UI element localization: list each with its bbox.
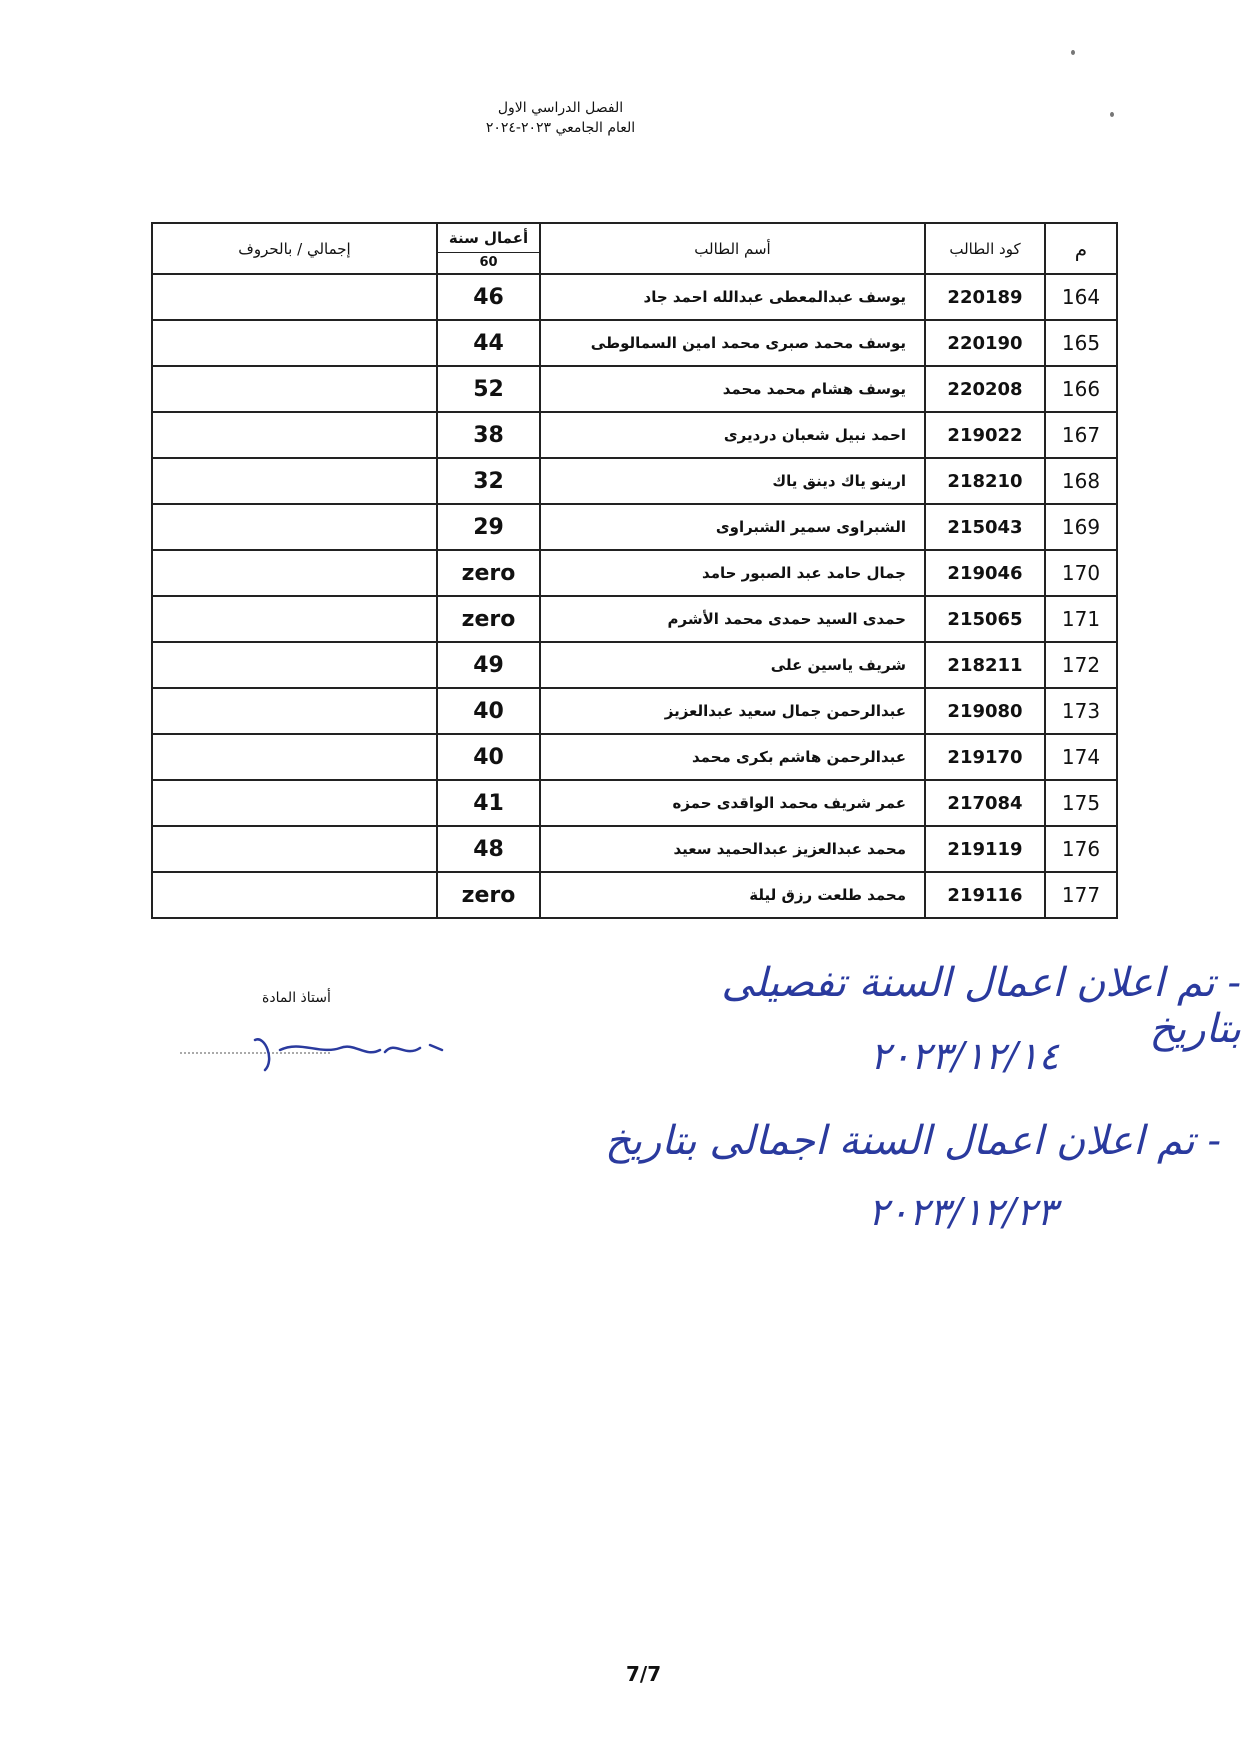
row-student-name: شريف ياسين على: [540, 642, 925, 688]
instructor-label: أستاذ المادة: [262, 990, 331, 1006]
col-index-header: م: [1045, 223, 1117, 274]
row-index: 170: [1045, 550, 1117, 596]
row-total: [152, 826, 437, 872]
row-total: [152, 274, 437, 320]
row-index: 169: [1045, 504, 1117, 550]
row-student-code: 219046: [925, 550, 1045, 596]
row-index: 166: [1045, 366, 1117, 412]
announcement-detailed: - تم اعلان اعمال السنة تفصيلى بتاريخ: [721, 960, 1241, 1052]
table-row: [152, 596, 1117, 642]
row-score: 49: [437, 642, 540, 688]
row-index: 176: [1045, 826, 1117, 872]
row-index: 174: [1045, 734, 1117, 780]
scan-speck: [1071, 50, 1075, 55]
col-name-header: [540, 223, 925, 274]
row-total: [152, 366, 437, 412]
row-student-name: ارينو ياك دينق ياك: [540, 458, 925, 504]
row-total: [152, 872, 437, 918]
row-student-code: 215043: [925, 504, 1045, 550]
table-row: [152, 826, 1117, 872]
col-score-header: [437, 223, 540, 274]
row-student-name: عمر شريف محمد الواقدى حمزه: [540, 780, 925, 826]
row-student-code: 219116: [925, 872, 1045, 918]
row-student-name: محمد عبدالعزيز عبدالحميد سعيد: [540, 826, 925, 872]
table-row: [152, 412, 1117, 458]
row-student-name: جمال حامد عبد الصبور حامد: [540, 550, 925, 596]
row-total: [152, 734, 437, 780]
row-index: 177: [1045, 872, 1117, 918]
semester-title: الفصل الدراسي الاول: [497, 100, 624, 116]
row-total: [152, 642, 437, 688]
row-student-code: 219080: [925, 688, 1045, 734]
table-row: [152, 780, 1117, 826]
announcement-total-date: ٢٠٢٣/١٢/٢٣: [868, 1190, 1057, 1234]
row-score: 46: [437, 274, 540, 320]
row-score: 52: [437, 366, 540, 412]
row-score: 38: [437, 412, 540, 458]
col-score-max: 60: [479, 255, 498, 270]
row-student-code: 219022: [925, 412, 1045, 458]
document-header: [0, 98, 1241, 138]
row-score: 32: [437, 458, 540, 504]
row-index: 168: [1045, 458, 1117, 504]
row-total: [152, 688, 437, 734]
row-index: 172: [1045, 642, 1117, 688]
row-total: [152, 780, 437, 826]
row-total: [152, 596, 437, 642]
row-index: 164: [1045, 274, 1117, 320]
row-student-name: يوسف محمد صبرى محمد امين السمالوطى: [540, 320, 925, 366]
announcement-detailed-date: ٢٠٢٣/١٢/١٤: [870, 1034, 1059, 1078]
row-student-code: 220190: [925, 320, 1045, 366]
row-index: 165: [1045, 320, 1117, 366]
row-score: 48: [437, 826, 540, 872]
academic-year: العام الجامعي ٢٠٢٣-٢٠٢٤: [485, 120, 636, 136]
row-total: [152, 504, 437, 550]
row-student-name: يوسف عبدالمعطى عبدالله احمد جاد: [540, 274, 925, 320]
row-student-code: 219170: [925, 734, 1045, 780]
row-student-code: 220189: [925, 274, 1045, 320]
row-student-name: الشبراوى سمير الشبراوى: [540, 504, 925, 550]
row-student-code: 217084: [925, 780, 1045, 826]
row-score: 40: [437, 688, 540, 734]
table-header-row: [152, 223, 1117, 274]
row-student-name: حمدى السيد حمدى محمد الأشرم: [540, 596, 925, 642]
row-student-code: 218210: [925, 458, 1045, 504]
row-score: 41: [437, 780, 540, 826]
row-score: zero: [437, 872, 540, 918]
row-score: 29: [437, 504, 540, 550]
table-row: [152, 550, 1117, 596]
table-row: [152, 734, 1117, 780]
announcement-total: - تم اعلان اعمال السنة اجمالى بتاريخ: [605, 1118, 1221, 1164]
col-score-header-label: أعمال سنة: [438, 224, 539, 253]
table-body: [152, 274, 1117, 918]
row-total: [152, 412, 437, 458]
row-total: [152, 550, 437, 596]
row-student-name: احمد نبيل شعبان درديرى: [540, 412, 925, 458]
table-row: [152, 872, 1117, 918]
table-row: [152, 274, 1117, 320]
row-student-name: عبدالرحمن هاشم بكرى محمد: [540, 734, 925, 780]
col-total-header: إجمالي / بالحروف: [152, 223, 437, 274]
grades-table: [151, 222, 1118, 919]
table-row: [152, 504, 1117, 550]
row-total: [152, 320, 437, 366]
row-score: zero: [437, 596, 540, 642]
table-row: [152, 366, 1117, 412]
row-student-code: 215065: [925, 596, 1045, 642]
instructor-signature: [180, 1030, 460, 1080]
row-student-name: عبدالرحمن جمال سعيد عبدالعزيز: [540, 688, 925, 734]
row-student-code: 219119: [925, 826, 1045, 872]
row-index: 175: [1045, 780, 1117, 826]
col-code-header: كود الطالب: [925, 223, 1045, 274]
table-row: [152, 458, 1117, 504]
col-name-header-label: أسم الطالب: [694, 239, 771, 258]
scan-speck: [1110, 112, 1114, 117]
row-student-code: 218211: [925, 642, 1045, 688]
row-score: zero: [437, 550, 540, 596]
row-student-name: يوسف هشام محمد محمد: [540, 366, 925, 412]
row-total: [152, 458, 437, 504]
row-score: 44: [437, 320, 540, 366]
table-row: [152, 320, 1117, 366]
row-student-name: محمد طلعت رزق ليلة: [540, 872, 925, 918]
table-row: [152, 642, 1117, 688]
row-student-code: 220208: [925, 366, 1045, 412]
row-index: 171: [1045, 596, 1117, 642]
row-index: 167: [1045, 412, 1117, 458]
table-row: [152, 688, 1117, 734]
row-index: 173: [1045, 688, 1117, 734]
row-score: 40: [437, 734, 540, 780]
page-number: 7/7: [626, 1662, 662, 1686]
